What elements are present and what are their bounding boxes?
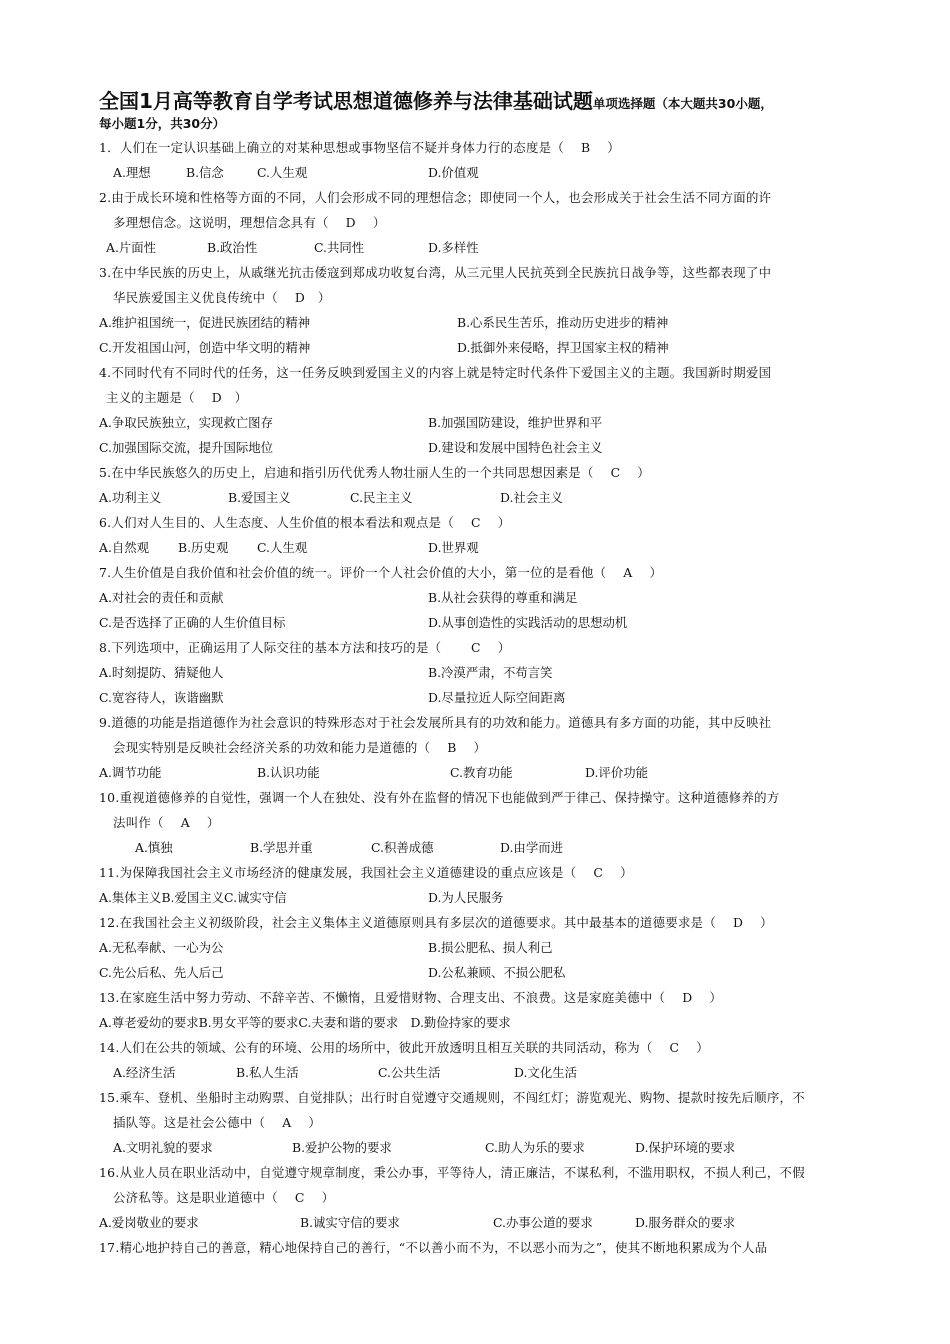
question-13: 13.在家庭生活中努力劳动、不辞辛苦、不懒惰，且爱惜财物、合理支出、不浪费。这是家庭美德中（ D ） (99, 990, 723, 1005)
q3-option-d: D.抵御外来侵略，捍卫国家主权的精神 (457, 340, 669, 355)
question-15-cont: 插队等。这是社会公德中（ A ） (113, 1115, 322, 1130)
question-9: 9.道德的功能是指道德作为社会意识的特殊形态对于社会发展所具有的功效和能力。道德具有多方面的功能，其中反映社 (99, 715, 772, 730)
question-15: 15.乘车、登机、坐船时主动购票、自觉排队；出行时自觉遵守交通规则，不闯红灯；游览观光、购物、提款时按先后顺序，不 (99, 1090, 805, 1105)
q5-option-c: C.民主主义 (350, 490, 413, 505)
section-header-cont: 每小题1分，共30分） (99, 116, 226, 131)
question-16-cont: 公济私等。这是职业道德中（ C ） (113, 1190, 335, 1205)
q5-option-a: A.功利主义 (99, 490, 162, 505)
q4-option-d: D.建设和发展中国特色社会主义 (428, 440, 603, 455)
q8-option-b: B.冷漠严肃，不苟言笑 (428, 665, 553, 680)
q9-option-b: B.认识功能 (257, 765, 320, 780)
q2-option-d: D.多样性 (428, 240, 479, 255)
q4-option-c: C.加强国际交流，提升国际地位 (99, 440, 274, 455)
q5-option-b: B.爱国主义 (228, 490, 291, 505)
q1-option-b: B.信念 (186, 165, 224, 180)
q15-option-a: A.文明礼貌的要求 (113, 1140, 213, 1155)
q6-option-b: B.历史观 (178, 540, 229, 555)
q3-option-a: A.维护祖国统一，促进民族团结的精神 (99, 315, 311, 330)
q7-option-d: D.从事创造性的实践活动的思想动机 (428, 615, 628, 630)
question-16: 16.从业人员在职业活动中，自觉遵守规章制度，秉公办事，平等待人，清正廉洁，不谋私利，不滥用职权，不损人利己，不假 (99, 1165, 805, 1180)
question-3: 3.在中华民族的历史上，从戚继光抗击倭寇到郑成功收复台湾，从三元里人民抗英到全民族抗日战争等，这些都表现了中 (99, 265, 772, 280)
q16-option-c: C.办事公道的要求 (493, 1215, 593, 1230)
q5-option-d: D.社会主义 (500, 490, 563, 505)
question-12: 12.在我国社会主义初级阶段，社会主义集体主义道德原则具有多层次的道德要求。其中最基本的道德要求是（ D ） (99, 915, 773, 930)
question-3-cont: 华民族爱国主义优良传统中（ D ） (113, 290, 331, 305)
q2-option-a: A.片面性 (106, 240, 157, 255)
q14-option-a: A.经济生活 (113, 1065, 176, 1080)
question-8: 8.下列选项中，正确运用了人际交往的基本方法和技巧的是（ C ） (99, 640, 511, 655)
q16-option-a: A.爱岗敬业的要求 (99, 1215, 199, 1230)
q16-option-d: D.服务群众的要求 (635, 1215, 736, 1230)
q15-option-d: D.保护环境的要求 (635, 1140, 736, 1155)
question-6: 6.人们对人生目的、人生态度、人生价值的根本看法和观点是（ C ） (99, 515, 511, 530)
q12-option-c: C.先公后私、先人后己 (99, 965, 224, 980)
question-9-cont: 会现实特别是反映社会经济关系的功效和能力是道德的（ B ） (113, 740, 487, 755)
q3-option-c: C.开发祖国山河，创造中华文明的精神 (99, 340, 311, 355)
q2-option-c: C.共同性 (314, 240, 365, 255)
question-5: 5.在中华民族悠久的历史上，启迪和指引历代优秀人物壮丽人生的一个共同思想因素是（ C ） (99, 465, 650, 480)
q6-option-c: C.人生观 (257, 540, 308, 555)
q9-option-c: C.教育功能 (450, 765, 513, 780)
q10-option-b: B.学思并重 (250, 840, 313, 855)
q8-option-a: A.时刻提防、猜疑他人 (99, 665, 224, 680)
q1-option-a: A.理想 (113, 165, 151, 180)
q3-option-b: B.心系民生苦乐，推动历史进步的精神 (457, 315, 669, 330)
question-14: 14.人们在公共的领域、公有的环境、公用的场所中，彼此开放透明且相互关联的共同活动，称为（ C ） (99, 1040, 709, 1055)
question-4: 4.不同时代有不同时代的任务，这一任务反映到爱国主义的内容上就是特定时代条件下爱国主义的主题。我国新时期爱国 (99, 365, 772, 380)
q6-option-d: D.世界观 (428, 540, 479, 555)
q7-option-c: C.是否选择了正确的人生价值目标 (99, 615, 286, 630)
page-title (99, 88, 773, 117)
question-10-cont: 法叫作（ A ） (113, 815, 220, 830)
q14-option-c: C.公共生活 (378, 1065, 441, 1080)
q10-option-d: D.由学而进 (500, 840, 563, 855)
q1-option-d: D.价值观 (428, 165, 479, 180)
question-17: 17.精心地护持自己的善意，精心地保持自己的善行，“不以善小而不为，不以恶小而为之”，使其不断地积累成为个人品 (99, 1240, 768, 1255)
q6-option-a: A.自然观 (99, 540, 150, 555)
q12-option-d: D.公私兼顾、不损公肥私 (428, 965, 566, 980)
title-text: 全国1月高等教育自学考试思想道德修养与法律基础试题 (99, 89, 593, 113)
q16-option-b: B.诚实守信的要求 (300, 1215, 400, 1230)
question-4-cont: 主义的主题是（ D ） (106, 390, 248, 405)
q8-option-d: D.尽量拉近人际空间距离 (428, 690, 566, 705)
q11-option-d: D.为人民服务 (428, 890, 504, 905)
q15-option-b: B.爱护公物的要求 (292, 1140, 392, 1155)
q2-option-b: B.政治性 (207, 240, 258, 255)
q1-option-c: C.人生观 (257, 165, 308, 180)
q13-options: A.尊老爱幼的要求B.男女平等的要求C.夫妻和谐的要求 D.勤俭持家的要求 (99, 1015, 511, 1030)
question-11: 11.为保障我国社会主义市场经济的健康发展，我国社会主义道德建设的重点应该是（ C ） (99, 865, 633, 880)
q8-option-c: C.宽容待人，诙谐幽默 (99, 690, 224, 705)
question-1: 1．人们在一定认识基础上确立的对某种思想或事物坚信不疑并身体力行的态度是（ B ） (99, 140, 620, 155)
q9-option-a: A.调节功能 (99, 765, 162, 780)
q15-option-c: C.助人为乐的要求 (485, 1140, 585, 1155)
q14-option-b: B.私人生活 (236, 1065, 299, 1080)
question-10: 10.重视道德修养的自觉性，强调一个人在独处、没有外在监督的情况下也能做到严于律己、保持操守。这种道德修养的方 (99, 790, 780, 805)
q12-option-a: A.无私奉献、一心为公 (99, 940, 224, 955)
q4-option-a: A.争取民族独立，实现救亡图存 (99, 415, 273, 430)
question-2: 2.由于成长环境和性格等方面的不同，人们会形成不同的理想信念；即使同一个人，也会形成关于社会生活不同方面的许 (99, 190, 772, 205)
q10-option-a: A.慎独 (135, 840, 173, 855)
question-2-cont: 多理想信念。这说明，理想信念具有（ D ） (113, 215, 386, 230)
q7-option-b: B.从社会获得的尊重和满足 (428, 590, 578, 605)
q11-option-abc: A.集体主义B.爱国主义C.诚实守信 (99, 890, 287, 905)
q4-option-b: B.加强国防建设，维护世界和平 (428, 415, 603, 430)
q7-option-a: A.对社会的责任和贡献 (99, 590, 224, 605)
q10-option-c: C.积善成德 (371, 840, 434, 855)
q9-option-d: D.评价功能 (585, 765, 648, 780)
q14-option-d: D.文化生活 (514, 1065, 577, 1080)
q12-option-b: B.损公肥私、损人利己 (428, 940, 553, 955)
question-7: 7.人生价值是自我价值和社会价值的统一。评价一个人社会价值的大小，第一位的是看他（ A ） (99, 565, 663, 580)
section-header: 单项选择题（本大题共30小题， (592, 96, 773, 111)
